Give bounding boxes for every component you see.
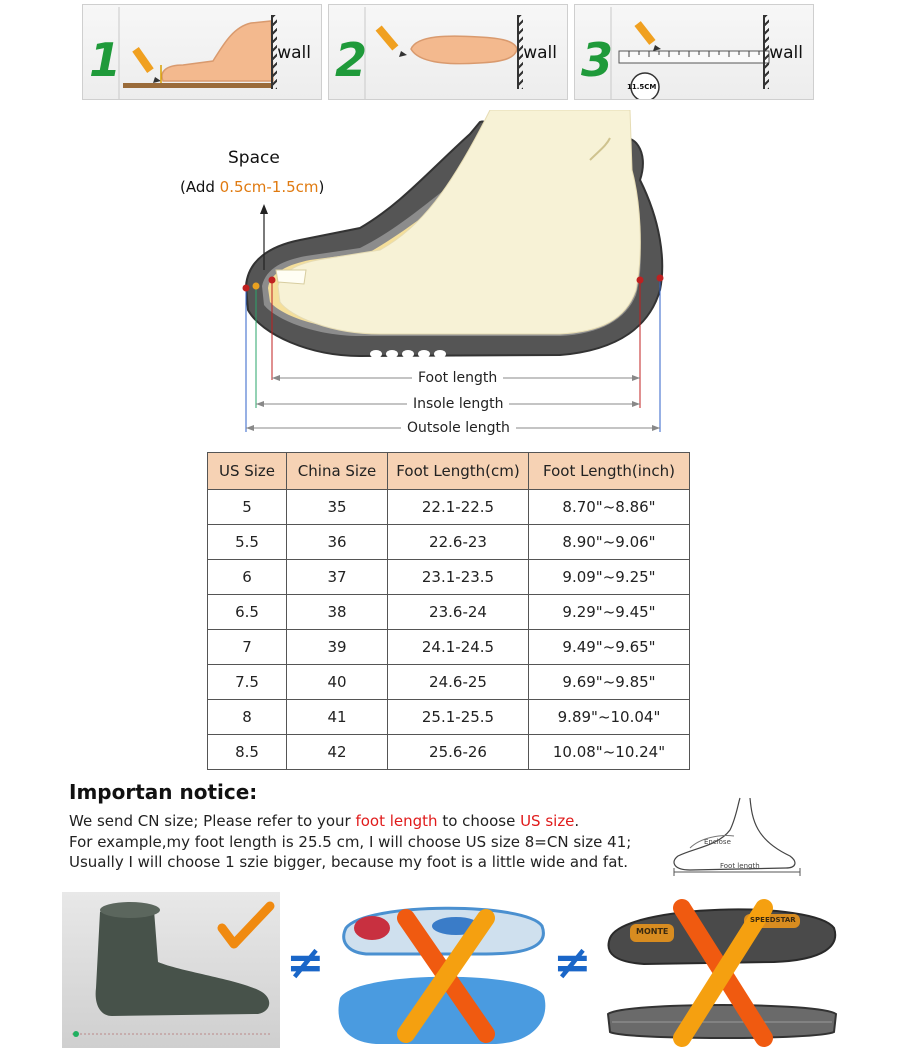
cell: 40 [287, 665, 388, 700]
cell: 24.1-24.5 [388, 630, 529, 665]
wall-label: wall [523, 43, 557, 63]
insole-photo [336, 898, 550, 1048]
outsole-length-label: Outsole length [401, 420, 516, 436]
cell: 6 [208, 560, 287, 595]
header-foot-length-inch: Foot Length(inch) [529, 453, 690, 490]
wall-label: wall [277, 43, 311, 63]
foot-length-highlight: foot length [355, 812, 438, 830]
cell: 8.70"~8.86" [529, 490, 690, 525]
step-number: 3 [581, 33, 614, 87]
foot-model-photo [62, 892, 280, 1048]
notice-line-2: For example,my foot length is 25.5 cm, I will choose US size 8=CN size 41; [69, 833, 632, 851]
cell: 25.1-25.5 [388, 700, 529, 735]
insole-illustration [336, 898, 550, 1048]
notice-title: Importan notice: [69, 780, 258, 804]
us-size-highlight: US size [520, 812, 575, 830]
cell: 5.5 [208, 525, 287, 560]
cell: 39 [287, 630, 388, 665]
table-row [208, 595, 690, 630]
check-icon [222, 906, 270, 944]
cell: 41 [287, 700, 388, 735]
cell: 7 [208, 630, 287, 665]
cell: 24.6-25 [388, 665, 529, 700]
cell: 8.90"~9.06" [529, 525, 690, 560]
table-row [208, 560, 690, 595]
cell: 9.09"~9.25" [529, 560, 690, 595]
sketch-footlength-label: Foot length [720, 862, 760, 870]
table-row [208, 735, 690, 770]
pencil-icon [634, 21, 661, 51]
step-number: 2 [335, 33, 368, 87]
cell: 35 [287, 490, 388, 525]
cell: 9.89"~10.04" [529, 700, 690, 735]
cell: 23.6-24 [388, 595, 529, 630]
table-row [208, 490, 690, 525]
cell: 38 [287, 595, 388, 630]
sole-brand-label: MONTE [636, 927, 669, 936]
sketch-enclose-label: Enclose [704, 838, 731, 846]
size-chart-table [207, 452, 690, 770]
header-china-size: China Size [287, 453, 388, 490]
step-panel-1 [82, 4, 322, 100]
cell: 23.1-23.5 [388, 560, 529, 595]
not-equal-icon: ≠ [286, 935, 325, 989]
cell: 7.5 [208, 665, 287, 700]
cell: 37 [287, 560, 388, 595]
pencil-icon [376, 25, 407, 57]
notice-line-3: Usually I will choose 1 szie bigger, because my foot is a little wide and fat. [69, 853, 629, 871]
not-equal-icon: ≠ [553, 935, 592, 989]
cell: 8 [208, 700, 287, 735]
foot-length-label: Foot length [412, 370, 503, 386]
wall-hatch [517, 15, 523, 89]
insole-length-label: Insole length [407, 396, 509, 412]
table-row [208, 665, 690, 700]
space-range: 0.5cm-1.5cm [219, 178, 319, 196]
step-panel-2 [328, 4, 568, 100]
cell: 25.6-26 [388, 735, 529, 770]
cell: 9.49"~9.65" [529, 630, 690, 665]
wall-hatch [271, 15, 277, 89]
notice-line-1: We send CN size; Please refer to your foot length to choose US size. [69, 812, 580, 830]
step-panel-3 [574, 4, 814, 100]
table-header-row [208, 453, 690, 490]
cell: 22.6-23 [388, 525, 529, 560]
cell: 22.1-22.5 [388, 490, 529, 525]
cell: 5 [208, 490, 287, 525]
cell: 8.5 [208, 735, 287, 770]
cell: 42 [287, 735, 388, 770]
space-subtitle: (Add 0.5cm-1.5cm) [180, 178, 325, 196]
wall-hatch [763, 15, 769, 89]
pencil-icon [132, 47, 161, 83]
header-us-size: US Size [208, 453, 287, 490]
table-row [208, 700, 690, 735]
outsole-photo [604, 898, 840, 1048]
table-row [208, 630, 690, 665]
cell: 10.08"~10.24" [529, 735, 690, 770]
foot-model-illustration [62, 892, 280, 1048]
sole-brand-label-2: SPEEDSTAR [750, 916, 796, 924]
outsole-illustration [604, 898, 840, 1048]
cell: 36 [287, 525, 388, 560]
space-title: Space [228, 148, 280, 168]
wall-label: wall [769, 43, 803, 63]
measure-label: 11.5CM [627, 83, 657, 91]
cell: 6.5 [208, 595, 287, 630]
cell: 9.29"~9.45" [529, 595, 690, 630]
step-number: 1 [89, 33, 122, 87]
cell: 9.69"~9.85" [529, 665, 690, 700]
table-row [208, 525, 690, 560]
header-foot-length-cm: Foot Length(cm) [388, 453, 529, 490]
